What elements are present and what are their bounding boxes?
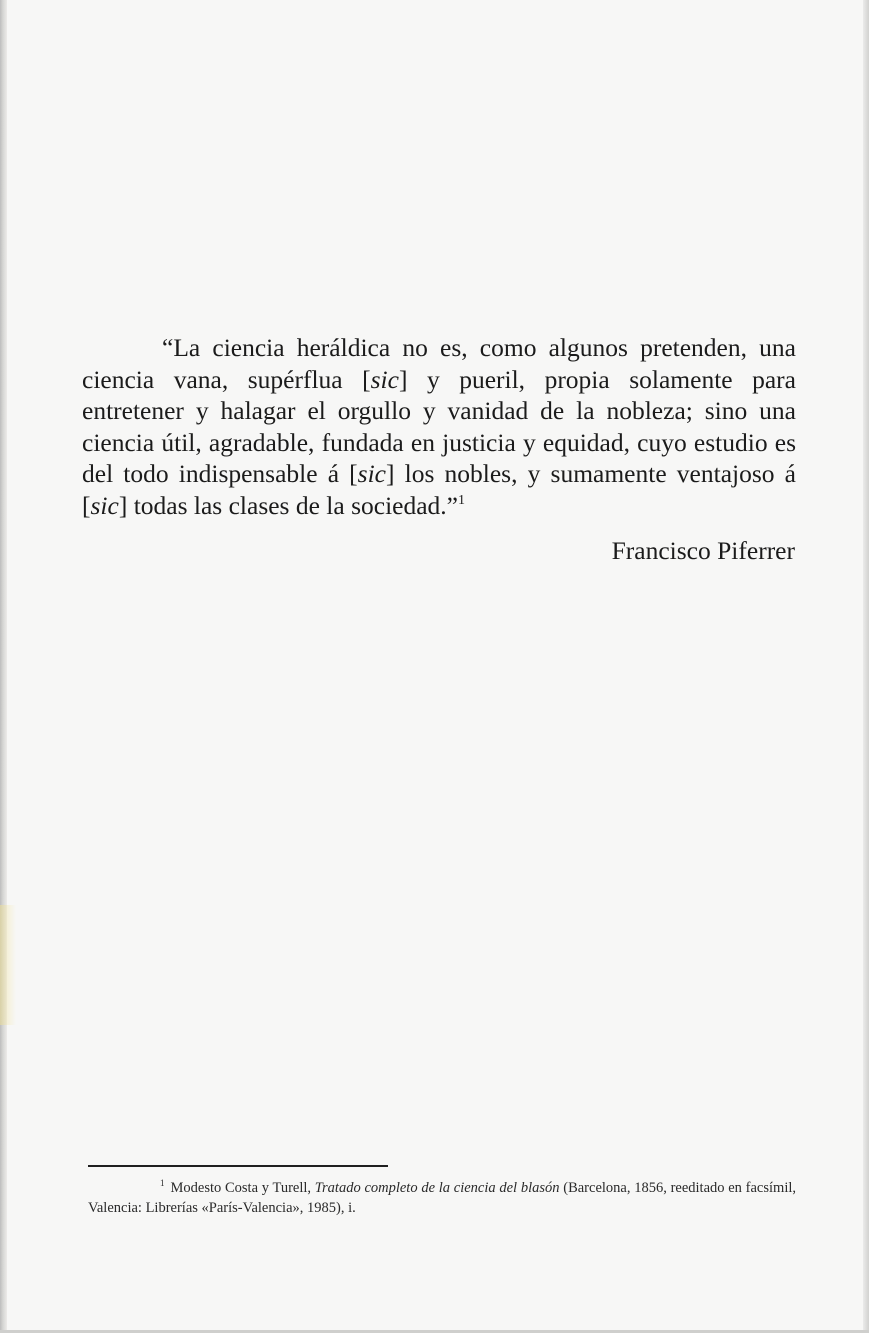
quote-text-2: ] y pueril, propia solamente para entretener y halagar el orgullo y vanidad de la nobleza; sino una ciencia útil, agradable, fundada en justicia y equidad, cuyo estudio es del todo indispensable á [ xyxy=(82,364,796,488)
sic-marker-2: sic xyxy=(357,459,386,488)
footnote xyxy=(88,1178,796,1218)
epigraph-attribution: Francisco Piferrer xyxy=(611,536,795,565)
sic-marker-1: sic xyxy=(370,364,399,394)
quote-text-1: “La ciencia heráldica no es, como algunos pretenden, una ciencia vana, supérflua [ xyxy=(82,333,796,394)
footnote-marker: 1 xyxy=(160,1178,165,1188)
footnote-separator xyxy=(88,1165,388,1167)
page-left-edge xyxy=(0,0,7,1333)
quote-text-3: ] los nobles, y sumamente ventajoso á [ xyxy=(82,459,796,520)
quote-text-4: ] todas las clases de la sociedad.” xyxy=(118,490,458,520)
page-right-edge xyxy=(863,0,869,1333)
footnote-reference: 1 xyxy=(458,492,465,508)
footnote-tail: (Barcelona, 1856, reeditado en facsímil, Valencia: Librerías «París-Valencia», 1985), i. xyxy=(88,1180,796,1216)
footnote-book-title: Tratado completo de la ciencia del blasón xyxy=(314,1180,560,1196)
footnote-lead: Modesto Costa y Turell, xyxy=(170,1180,315,1196)
epigraph-quote xyxy=(82,332,796,521)
paper-stain xyxy=(0,905,16,1025)
sic-marker-3: sic xyxy=(90,490,119,520)
